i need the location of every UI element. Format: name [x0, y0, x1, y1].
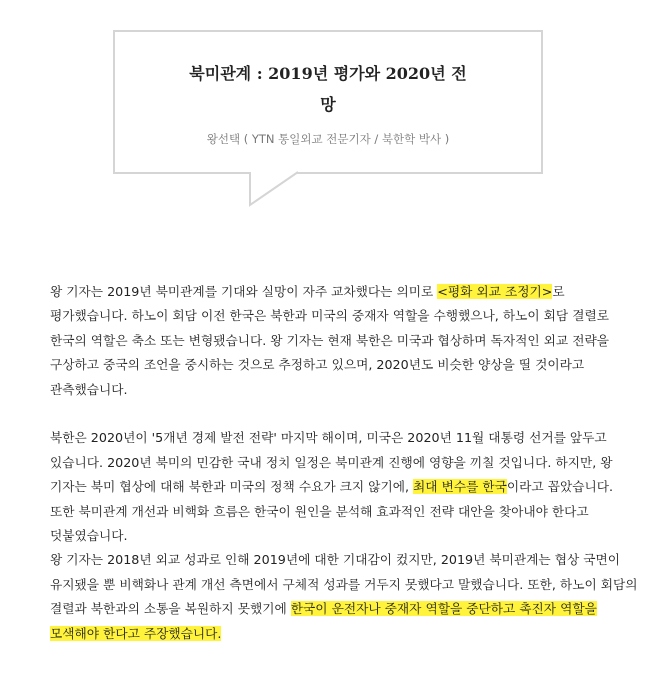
article-title: 북미관계 : 2019년 평가와 2020년 전망	[189, 64, 467, 114]
paragraph-gap	[50, 402, 640, 426]
highlight-peace-diplomacy: <평화 외교 조정기>	[437, 284, 553, 299]
article-body	[50, 280, 640, 646]
paragraph-outlook: 북한은 2020년이 '5개년 경제 발전 전략' 마지막 해이며, 미국은 2020년 11월 대통령 선거를 앞두고 있습니다. 2020년 북미의 민감한 국내 정치 일정은 북미관계 진행에 영향을 끼칠 것입니다. 하지만, 왕 기자는 북미 협상에 대해 북한과 미국의 정책 수요가 크지 않기에, 최대 변수를 한국이라고 꼽았습니다. 또한 북미관계 개선과 비핵화 흐름은 한국이 원인을 분석해 효과적인 전략 대안을 찾아내야 한다고 덧붙였습니다.	[50, 430, 614, 544]
title-bubble	[113, 30, 543, 174]
paragraph-evaluation: 왕 기자는 2019년 북미관계를 기대와 실망이 자주 교차했다는 의미로 <평화 외교 조정기>로 평가했습니다. 하노이 회담 이전 한국은 북한과 미국의 중재자 역할을 수행했으나, 하노이 회담 결렬로 한국의 역할은 축소 또는 변형됐습니다. 왕 기자는 현재 북한은 미국과 협상하며 독자적인 외교 전략을 구상하고 중국의 조언을 중시하는 것으로 추정하고 있으며, 2020년도 비슷한 양상을 띨 것이라고 관측했습니다.	[50, 284, 609, 397]
paragraph-korea-role: 왕 기자는 2018년 외교 성과로 인해 2019년에 대한 기대감이 컸지만, 2019년 북미관계는 협상 국면이 유지됐을 뿐 비핵화나 관계 개선 측면에서 구체적 성과를 거두지 못했다고 말했습니다. 또한, 하노이 회담의 결렬과 북한과의 소통을 복원하지 못했기에 한국이 운전자나 중재자 역할을 중단하고 촉진자 역할을 모색해야 한다고 주장했습니다.	[50, 552, 638, 641]
highlight-biggest-variable: 최대 변수를 한국	[413, 479, 507, 495]
highlight-facilitator-role: 한국이 운전자나 중재자 역할을 중단하고 촉진자 역할을 모색해야 한다고 주장했습니다.	[50, 601, 597, 641]
article-author: 왕선택 ( YTN 통일외교 전문기자 / 북한학 박사 )	[206, 132, 450, 146]
